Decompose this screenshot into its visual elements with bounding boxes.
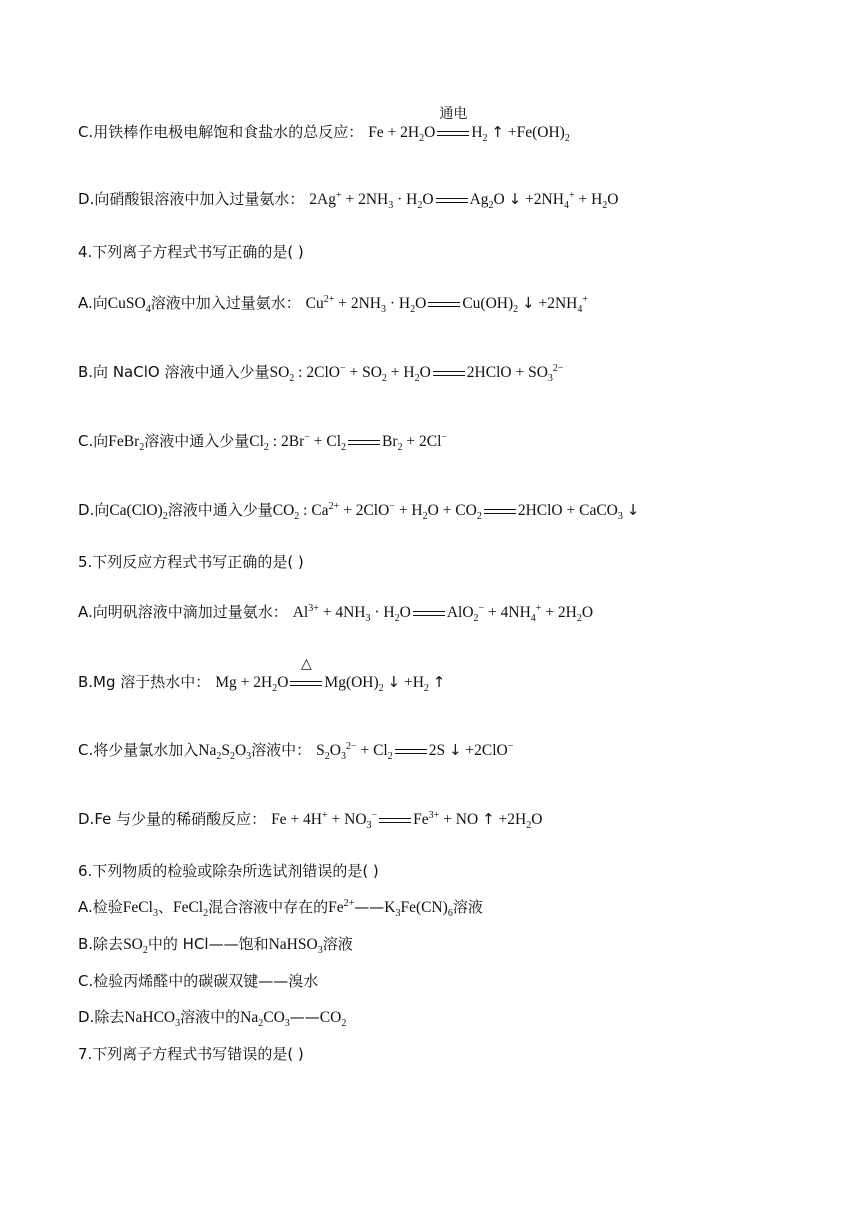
q5-d-equation: $Fe + 4H^+ + NO_3^-$ $Fe^{3+}$ + NO ↑ $+2H_2O$ — [271, 809, 543, 832]
equals-arrow — [346, 431, 382, 453]
q4-option-c: C.向FeBr$_2$溶液中通入少量$Cl_2$ : $2Br^- + Cl_2$ $Br_2 + 2Cl^-$ — [78, 431, 448, 454]
q6-option-a: A.检验FeCl$_3$、FeCl$_2$混合溶液中存在的$Fe^{2+}——K_3Fe(CN)_6$溶液 — [78, 897, 483, 920]
q3-c-condition: 通电 — [439, 106, 468, 123]
q6-d-prefix: D.除去 — [78, 1008, 125, 1026]
q5-a-equation: $Al^{3+} + 4NH_3 \cdot H_2O$ $AlO_2^- + 4NH_4^+ + 2H_2O$ — [292, 602, 594, 625]
q5-stem — [78, 551, 304, 573]
q4-c-mid: 溶液中通入少量 — [144, 432, 250, 450]
equals-arrow — [431, 362, 467, 384]
q4-stem-text: 4.下列离子方程式书写正确的是( ) — [78, 243, 304, 261]
q6-stem — [78, 860, 379, 882]
q4-c-prefix: C.向 — [78, 432, 109, 450]
q6-a-dash: —— — [354, 898, 385, 916]
q6-a-prefix: A.检验 — [78, 898, 123, 916]
q4-b-equation: $SO_2$ : $2ClO^- + SO_2 + H_2O$ 2HClO + $SO_3^{2-}$ — [269, 362, 564, 385]
q5-option-c: C.将少量氯水加入$Na_2S_2O_3$溶液中： $S_2O_3^{2-} + Cl_2$ 2S ↓ +2ClO− — [78, 740, 514, 763]
q4-a-prefix: A.向 — [78, 294, 108, 312]
q5-option-b — [78, 656, 446, 695]
q6-option-d: D.除去NaHCO$_3$溶液中的$Na_2CO_3——CO_2$ — [78, 1008, 347, 1030]
q4-b-prefix: B.向 NaClO 溶液中通入少量 — [78, 363, 270, 381]
q4-a-equation: $Cu^{2+} + 2NH_3 \cdot H_2O$ $Cu(OH)_2$ ↓ $+2NH_4^+$ — [305, 293, 588, 316]
equals-arrow — [411, 602, 447, 624]
equals-arrow — [377, 809, 413, 831]
q6-option-c — [78, 970, 318, 992]
q3-c-equation: $Fe + 2H_2O$ 通电 $H_2$ ↑ $+Fe(OH)_2$ — [368, 124, 570, 141]
q6-a-sep: 、 — [157, 898, 173, 916]
equals-arrow — [288, 656, 324, 694]
q4-option-d: D.向$Ca(ClO)_2$溶液中通入少量$CO_2$ : $Ca^{2+} + 2ClO^- + H_2O + CO_2$ 2HClO + CaCO$_3$ ↓ — [78, 500, 640, 523]
q5-c-equation: $S_2O_3^{2-} + Cl_2$ 2S ↓ +2ClO− — [316, 740, 514, 763]
q5-b-equation: $Mg + 2H_2O$ △ $Mg(OH)_2$ ↓ $+H_2$ ↑ — [215, 674, 445, 691]
q5-c-mid: 溶液中： — [251, 741, 312, 759]
q5-b-condition: △ — [301, 656, 312, 673]
q4-c-equation: $Cl_2$ : $2Br^- + Cl_2$ $Br_2 + 2Cl^-$ — [249, 431, 448, 454]
q4-stem — [78, 241, 304, 263]
q4-option-a: A.向CuSO$_4$溶液中加入过量氨水： $Cu^{2+} + 2NH_3 \cdot H_2O$ $Cu(OH)_2$ ↓ $+2NH_4^+$ — [78, 293, 588, 316]
q6-a-mid: 混合溶液中存在的 — [208, 898, 329, 916]
q5-option-d — [78, 808, 542, 831]
q5-option-a — [78, 601, 593, 624]
q4-d-mid: 溶液中通入少量 — [167, 501, 273, 519]
q6-option-b: B.除去$SO_2$中的 HCl——饱和NaHSO$_3$溶液 — [78, 935, 353, 957]
q6-b-mid: 中的 HCl——饱和 — [147, 935, 269, 953]
q3-c-prefix: C.用铁棒作电极电解饱和食盐水的总反应： — [78, 123, 364, 141]
q4-a-mid: 溶液中加入过量氨水： — [150, 294, 301, 312]
q5-b-prefix: B.Mg 溶于热水中： — [78, 673, 211, 691]
q4-option-b — [78, 361, 564, 384]
q5-stem-text: 5.下列反应方程式书写正确的是( ) — [78, 553, 304, 571]
q5-d-prefix: D.Fe 与少量的稀硝酸反应： — [78, 810, 267, 828]
q7-stem — [78, 1043, 304, 1065]
q6-d-mid: 溶液中的 — [180, 1008, 241, 1026]
q3-d-equation: $2Ag^+ + 2NH_3 \cdot H_2O$ $Ag_2O$ ↓ $+2NH_4^+ + H_2O$ — [309, 189, 619, 212]
q6-b-end: 溶液 — [322, 935, 353, 953]
q5-c-prefix: C.将少量氯水加入 — [78, 741, 199, 759]
q3-d-prefix: D.向硝酸银溶液中加入过量氨水： — [78, 190, 305, 208]
equals-arrow — [482, 500, 518, 522]
q6-a-end: 溶液 — [452, 898, 483, 916]
q6-d-dash: —— — [289, 1008, 320, 1026]
q4-d-prefix: D.向 — [78, 501, 110, 519]
q5-a-prefix: A.向明矾溶液中滴加过量氨水： — [78, 603, 288, 621]
equals-arrow — [393, 740, 429, 762]
q3-option-c — [78, 106, 570, 145]
q7-stem-text: 7.下列离子方程式书写错误的是( ) — [78, 1045, 304, 1063]
q6-c-text: C.检验丙烯醛中的碳碳双键——溴水 — [78, 972, 319, 990]
equals-arrow — [435, 106, 471, 144]
q4-d-equation: $CO_2$ : $Ca^{2+} + 2ClO^- + H_2O + CO_2$ 2HClO + CaCO$_3$ ↓ — [272, 500, 640, 523]
equals-arrow — [434, 189, 470, 211]
equals-arrow — [426, 293, 462, 315]
q3-option-d — [78, 188, 618, 211]
q6-stem-text: 6.下列物质的检验或除杂所选试剂错误的是( ) — [78, 862, 379, 880]
q6-b-prefix: B.除去 — [78, 935, 124, 953]
